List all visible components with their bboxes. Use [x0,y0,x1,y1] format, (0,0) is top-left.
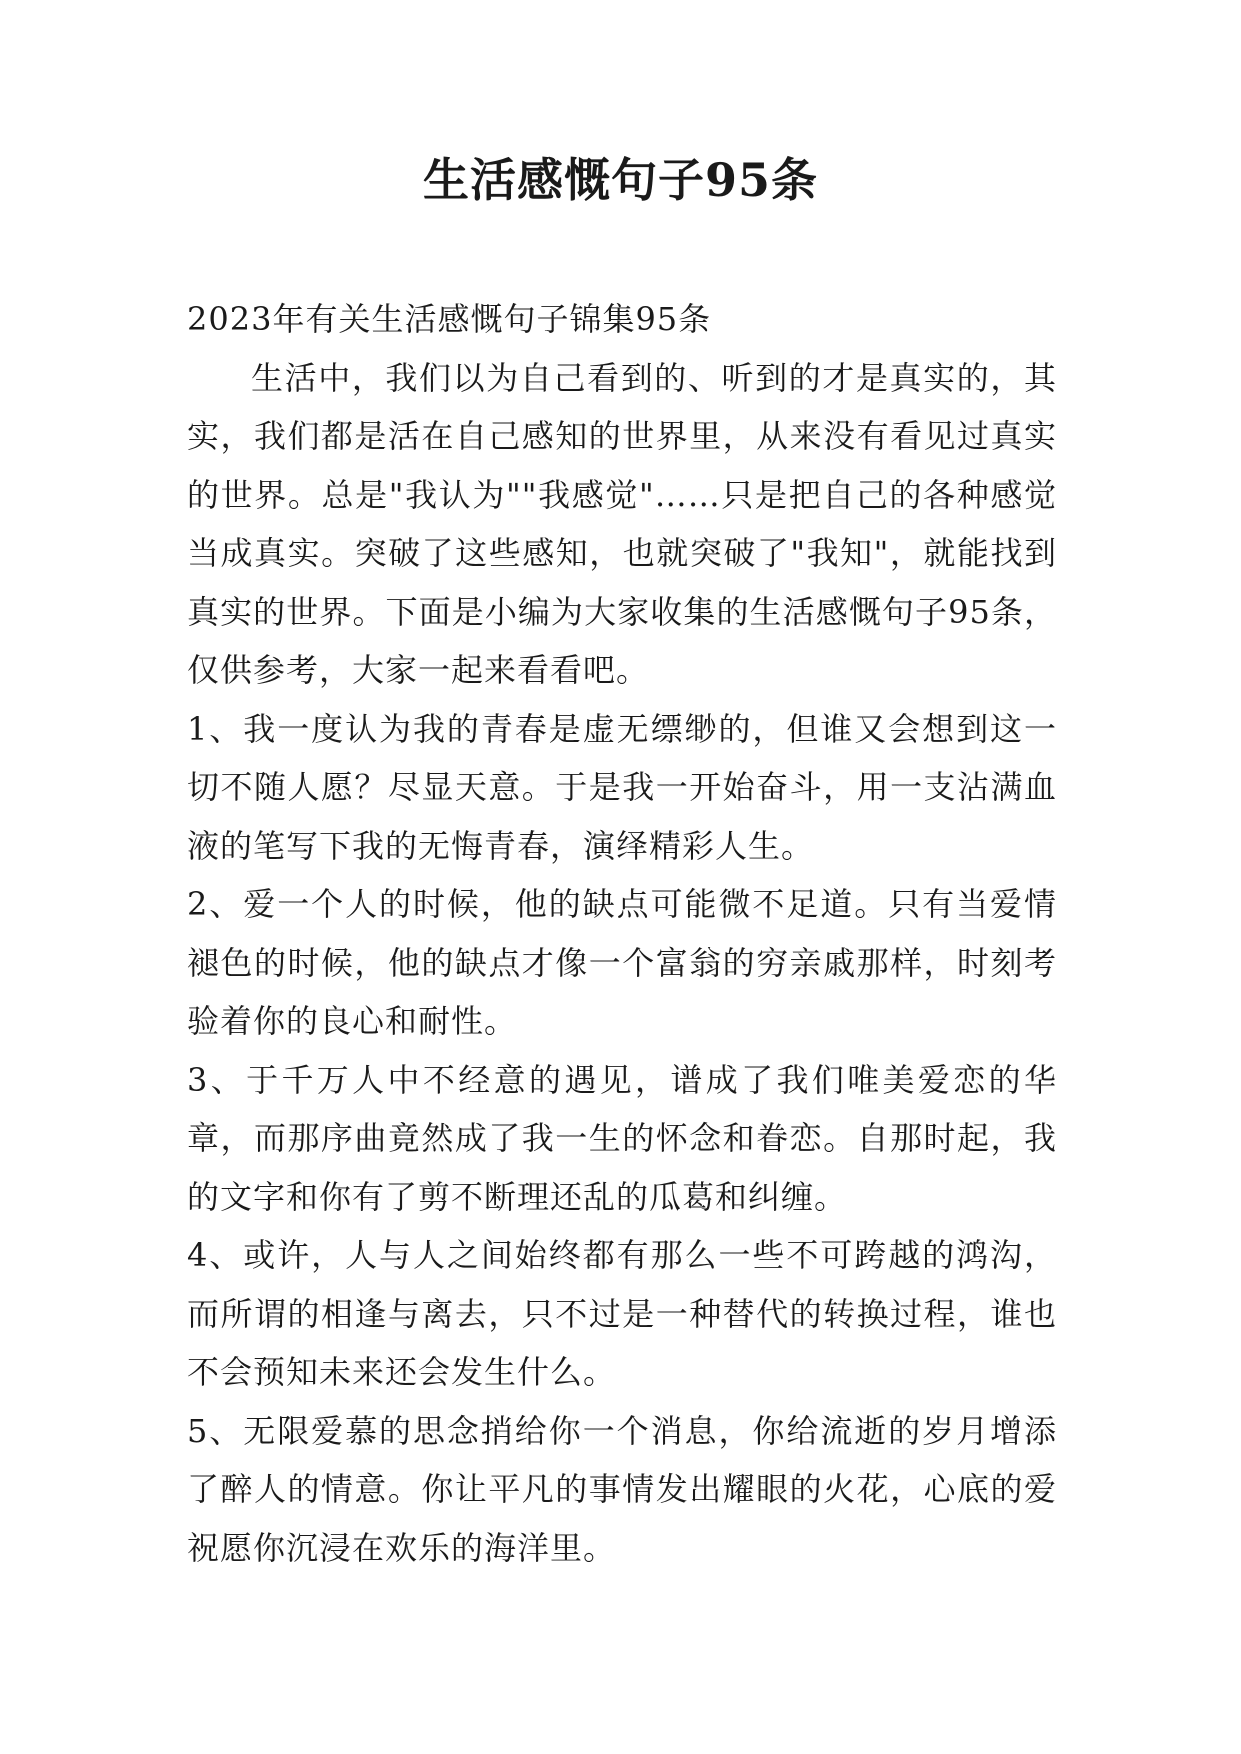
list-item: 2、爱一个人的时候，他的缺点可能微不足道。只有当爱情褪色的时候，他的缺点才像一个富翁的穷亲戚那样，时刻考验着你的良心和耐性。 [187,885,1057,1040]
intro-paragraph: 生活中，我们以为自己看到的、听到的才是真实的，其实，我们都是活在自己感知的世界里，从来没有看见过真实的世界。总是"我认为""我感觉"……只是把自己的各种感觉当成真实。突破了这些感知，也就突破了"我知"，就能找到真实的世界。下面是小编为大家收集的生活感慨句子95条，仅供参考，大家一起来看看吧。 [187,358,1057,689]
list-item: 1、我一度认为我的青春是虚无缥缈的，但谁又会想到这一切不随人愿？尽显天意。于是我一开始奋斗，用一支沾满血液的笔写下我的无悔青春，演绎精彩人生。 [187,709,1057,865]
list-item: 5、无限爱慕的思念捎给你一个消息，你给流逝的岁月增添了醉人的情意。你让平凡的事情发出耀眼的火花，心底的爱祝愿你沉浸在欢乐的海洋里。 [187,1411,1057,1567]
list-item: 4、或许，人与人之间始终都有那么一些不可跨越的鸿沟，而所谓的相逢与离去，只不过是一种替代的转换过程，谁也不会预知未来还会发生什么。 [187,1236,1057,1391]
document-subtitle: 2023年有关生活感慨句子锦集95条 [187,300,712,338]
document-title: 生活感慨句子95条 [422,153,818,207]
list-item: 3、于千万人中不经意的遇见，谱成了我们唯美爱恋的华章，而那序曲竟然成了我一生的怀念和眷恋。自那时起，我的文字和你有了剪不断理还乱的瓜葛和纠缠。 [187,1060,1057,1216]
document-body [187,290,1057,1577]
